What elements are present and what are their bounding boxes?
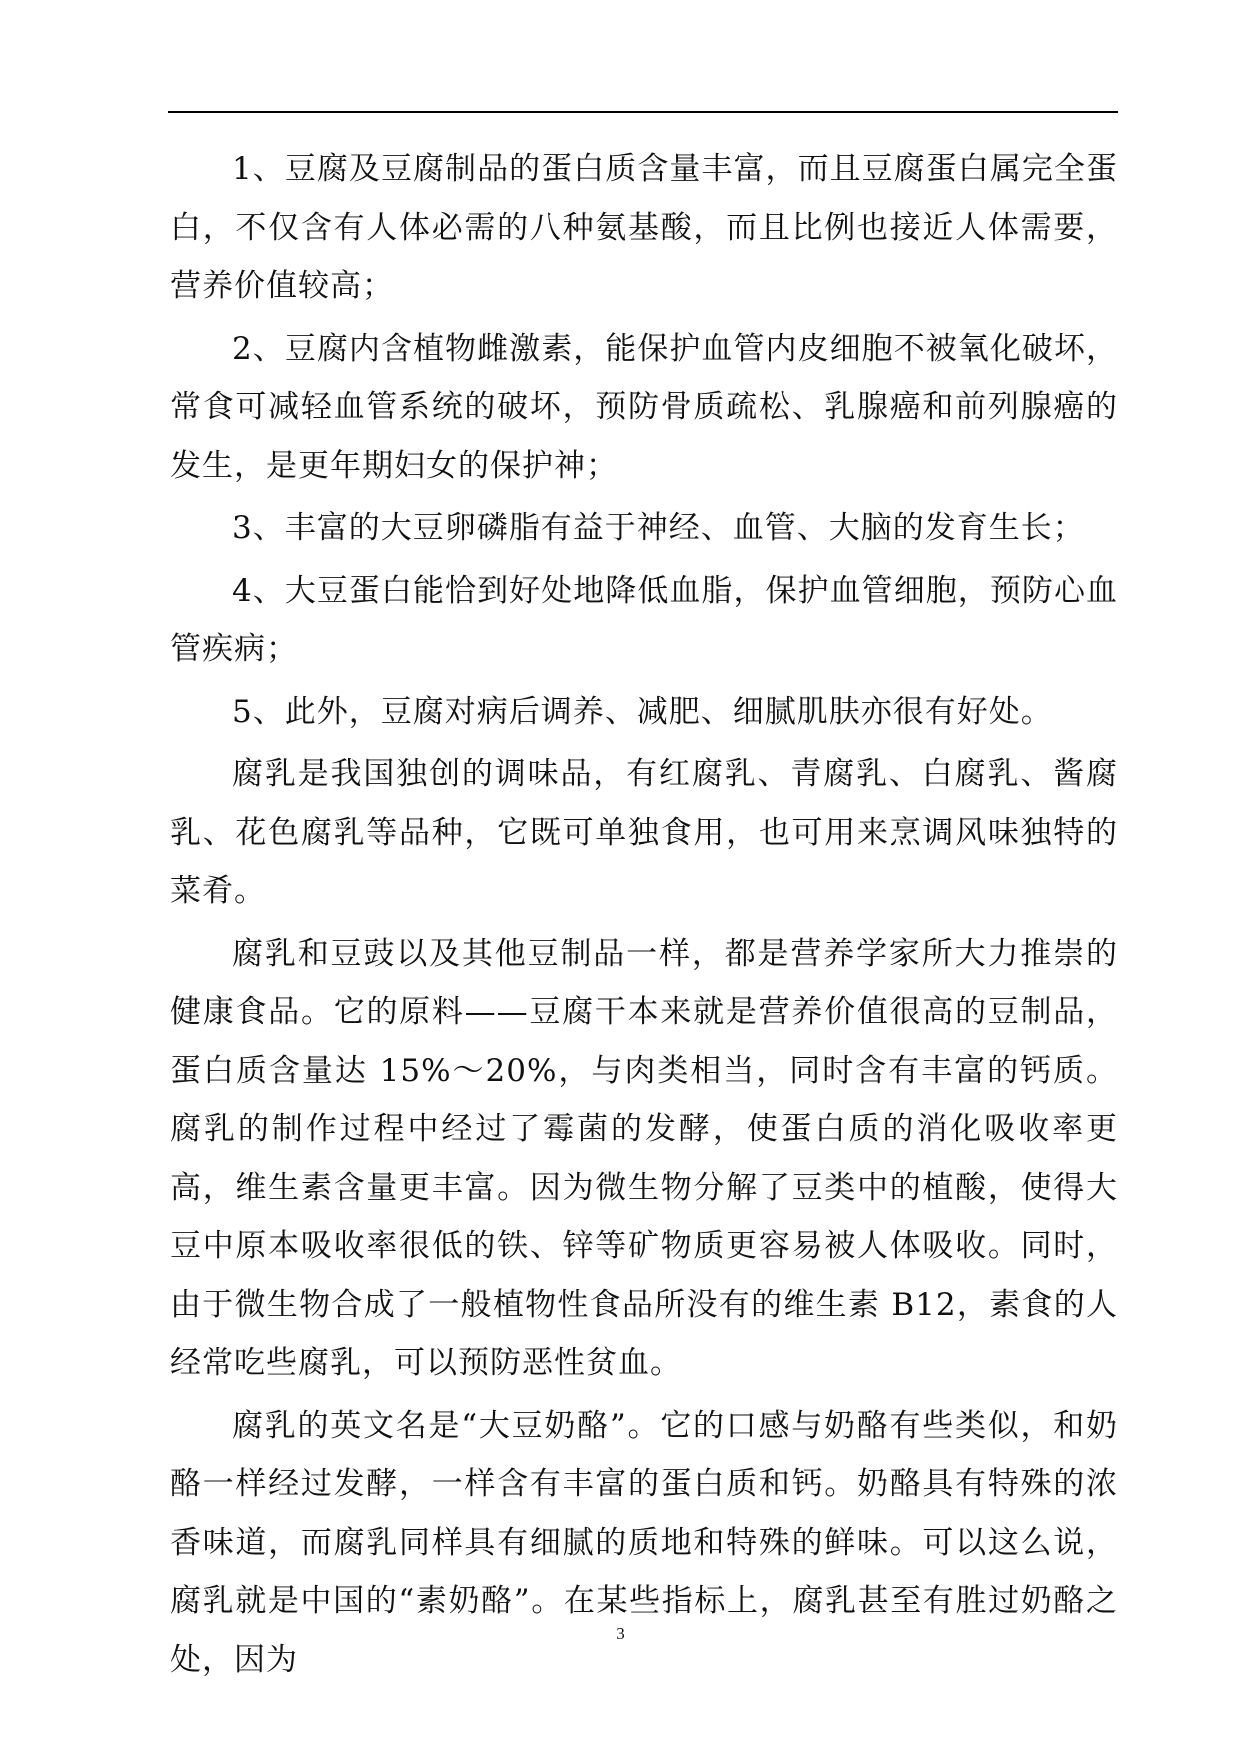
paragraph-benefit-1: 1、豆腐及豆腐制品的蛋白质含量丰富，而且豆腐蛋白属完全蛋白，不仅含有人体必需的八种氨基酸，而且比例也接近人体需要，营养价值较高； <box>170 151 1118 304</box>
paragraph-furu-intro: 腐乳是我国独创的调味品，有红腐乳、青腐乳、白腐乳、酱腐乳、花色腐乳等品种，它既可单独食用，也可用来烹调风味独特的菜肴。 <box>170 756 1118 909</box>
paragraph-benefit-4: 4、大豆蛋白能恰到好处地降低血脂，保护血管细胞，预防心血管疾病； <box>170 572 1118 667</box>
paragraph-benefit-2: 2、豆腐内含植物雌激素，能保护血管内皮细胞不被氧化破坏，常食可减轻血管系统的破坏，预防骨质疏松、乳腺癌和前列腺癌的发生，是更年期妇女的保护神； <box>170 330 1118 484</box>
page-number: 3 <box>616 1624 625 1643</box>
paragraph-benefit-5: 5、此外，豆腐对病后调养、减肥、细腻肌肤亦很有好处。 <box>232 693 1053 730</box>
paragraph-furu-cheese: 腐乳的英文名是“大豆奶酪”。它的口感与奶酪有些类似，和奶酪一样经过发酵，一样含有丰富的蛋白质和钙。奶酪具有特殊的浓香味道，而腐乳同样具有细腻的质地和特殊的鲜味。可以这么说，腐乳就是中国的“素奶酪”。在某些指标上，腐乳甚至有胜过奶酪之处，因为 <box>170 1407 1118 1678</box>
header-rule <box>168 111 1118 113</box>
paragraph-furu-nutrition: 腐乳和豆豉以及其他豆制品一样，都是营养学家所大力推崇的健康食品。它的原料——豆腐干本来就是营养价值很高的豆制品，蛋白质含量达 15%～20%，与肉类相当，同时含有丰富的钙质。腐乳的制作过程中经过了霉菌的发酵，使蛋白质的消化吸收率更高，维生素含量更丰富。因为微生物分解了豆类中的植酸，使得大豆中原本吸收率很低的铁、锌等矿物质更容易被人体吸收。同时，由于微生物合成了一般植物性食品所没有的维生素 B12，素食的人经常吃些腐乳，可以预防恶性贫血。 <box>170 935 1118 1381</box>
page-body <box>170 140 1118 1689</box>
paragraph-benefit-3: 3、丰富的大豆卵磷脂有益于神经、血管、大脑的发育生长； <box>232 510 1085 546</box>
